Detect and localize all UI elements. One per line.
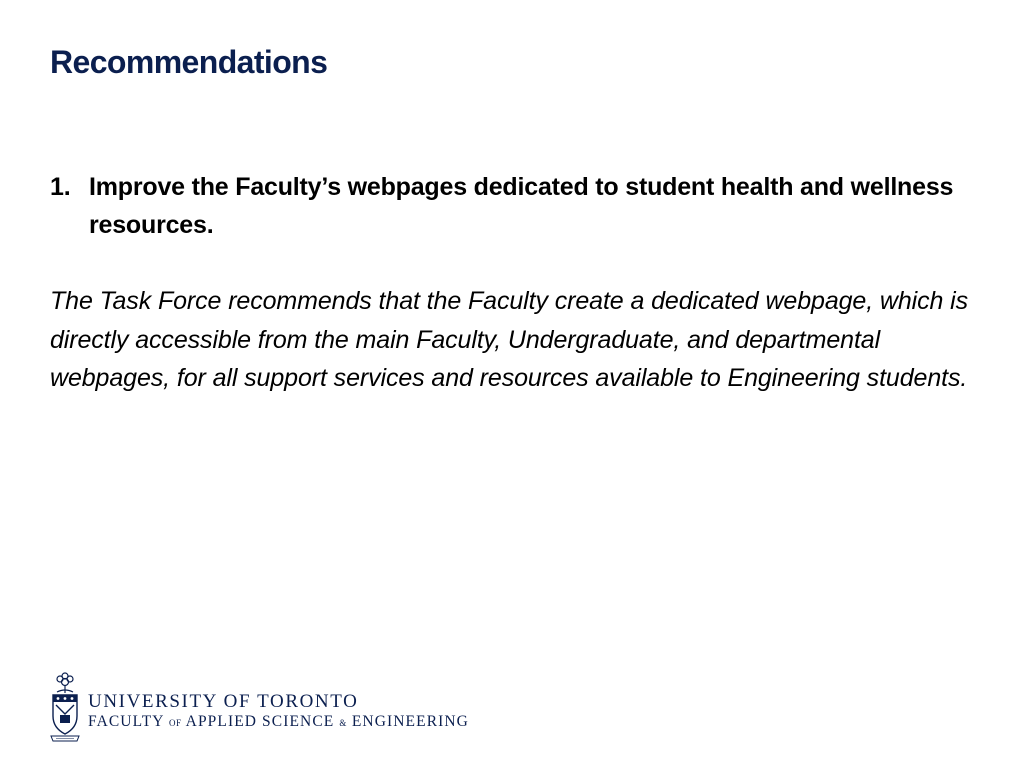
- slide-title: Recommendations: [50, 44, 328, 80]
- list-item: [50, 168, 980, 244]
- faculty-name-of: OF: [169, 718, 182, 728]
- wordmark: [88, 692, 469, 733]
- recommendation-list: [50, 168, 980, 244]
- recommendation-number: 1.: [50, 173, 71, 201]
- faculty-name-part2: APPLIED SCIENCE: [185, 713, 335, 730]
- faculty-name-part1: FACULTY: [88, 713, 165, 730]
- faculty-name: [88, 712, 469, 733]
- recommendation-body: The Task Force recommends that the Faculty create a dedicated webpage, which is directly accessible from the main Faculty, Undergraduate, and departmental webpages, for all support services and resources available to Engineering students.: [50, 287, 969, 392]
- recommendation-text: Improve the Faculty’s webpages dedicated to student health and wellness resources.: [89, 173, 954, 239]
- university-crest-icon: [48, 668, 82, 746]
- university-name: UNIVERSITY OF TORONTO: [88, 691, 359, 712]
- university-logo: [48, 668, 518, 748]
- faculty-name-amp: &: [339, 718, 347, 728]
- faculty-name-part3: ENGINEERING: [351, 713, 469, 730]
